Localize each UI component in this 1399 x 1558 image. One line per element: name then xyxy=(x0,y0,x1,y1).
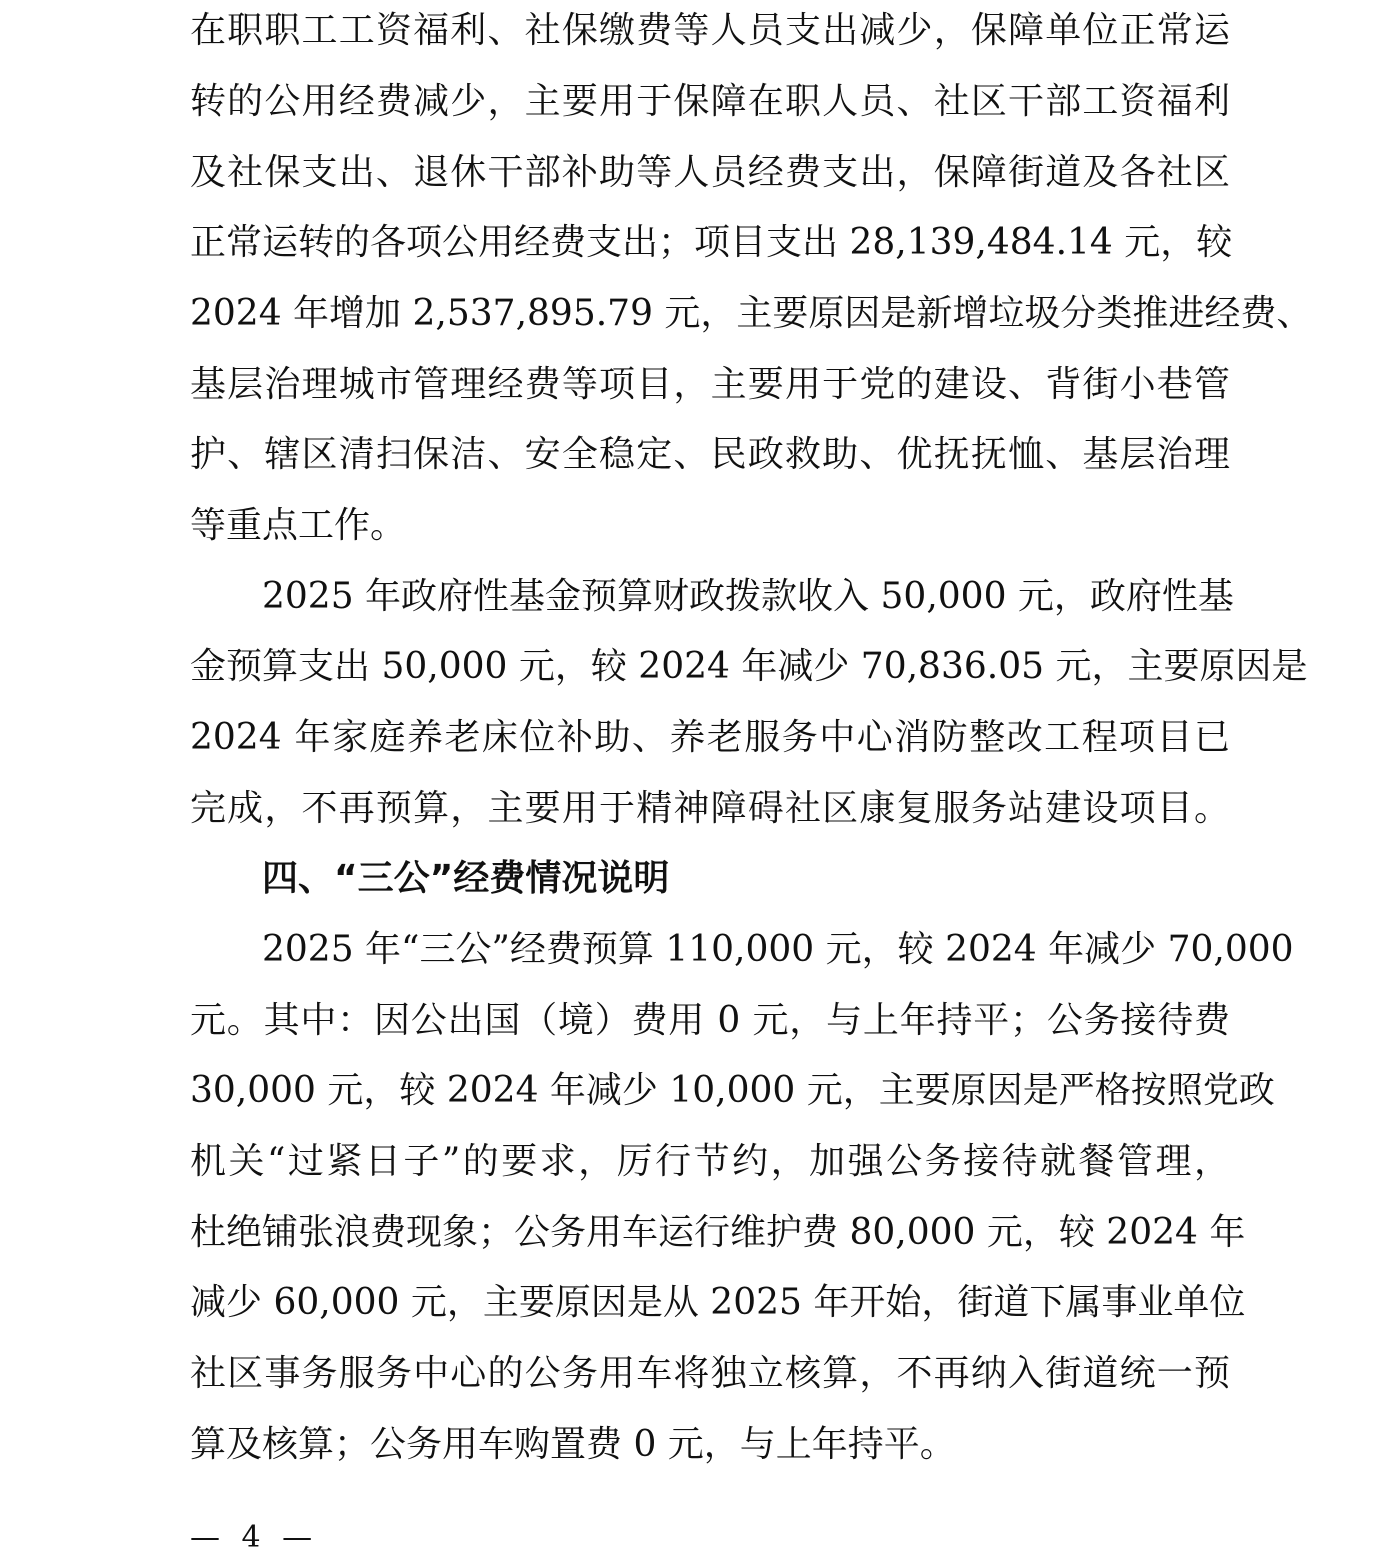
text-line: 护、辖区清扫保洁、安全稳定、民政救助、优抚抚恤、基层治理 xyxy=(190,434,1230,475)
text-line: 2025 年“三公”经费预算 110,000 元，较 2024 年减少 70,000 xyxy=(262,929,1294,970)
text-line: 元。其中：因公出国（境）费用 0 元，与上年持平；公务接待费 xyxy=(190,1000,1230,1041)
text-line: 等重点工作。 xyxy=(190,505,407,546)
text-line: 在职职工工资福利、社保缴费等人员支出减少，保障单位正常运 xyxy=(190,10,1230,51)
text-line: 算及核算；公务用车购置费 0 元，与上年持平。 xyxy=(190,1424,956,1465)
text-line: 减少 60,000 元，主要原因是从 2025 年开始，街道下属事业单位 xyxy=(190,1282,1246,1323)
text-line: 30,000 元，较 2024 年减少 10,000 元，主要原因是严格按照党政 xyxy=(190,1070,1275,1111)
text-line: 完成，不再预算，主要用于精神障碍社区康复服务站建设项目。 xyxy=(190,788,1230,829)
text-line: 2024 年家庭养老床位补助、养老服务中心消防整改工程项目已 xyxy=(190,717,1230,758)
text-line: 正常运转的各项公用经费支出；项目支出 28,139,484.14 元，较 xyxy=(190,222,1233,263)
text-line: 机关“过紧日子”的要求，厉行节约，加强公务接待就餐管理， xyxy=(190,1141,1230,1182)
text-line: 2024 年增加 2,537,895.79 元，主要原因是新增垃圾分类推进经费、 xyxy=(190,293,1313,334)
section-heading: 四、“三公”经费情况说明 xyxy=(262,858,670,899)
page-number: — 4 — xyxy=(190,1520,319,1555)
text-line: 转的公用经费减少，主要用于保障在职人员、社区干部工资福利 xyxy=(190,81,1230,122)
text-line: 基层治理城市管理经费等项目，主要用于党的建设、背街小巷管 xyxy=(190,364,1230,405)
text-line: 及社保支出、退休干部补助等人员经费支出，保障街道及各社区 xyxy=(190,152,1230,193)
text-line: 社区事务服务中心的公务用车将独立核算，不再纳入街道统一预 xyxy=(190,1353,1230,1394)
text-line: 2025 年政府性基金预算财政拨款收入 50,000 元，政府性基 xyxy=(262,576,1234,617)
text-line: 金预算支出 50,000 元，较 2024 年减少 70,836.05 元，主要原因是 xyxy=(190,646,1308,687)
text-line: 杜绝铺张浪费现象；公务用车运行维护费 80,000 元，较 2024 年 xyxy=(190,1212,1246,1253)
